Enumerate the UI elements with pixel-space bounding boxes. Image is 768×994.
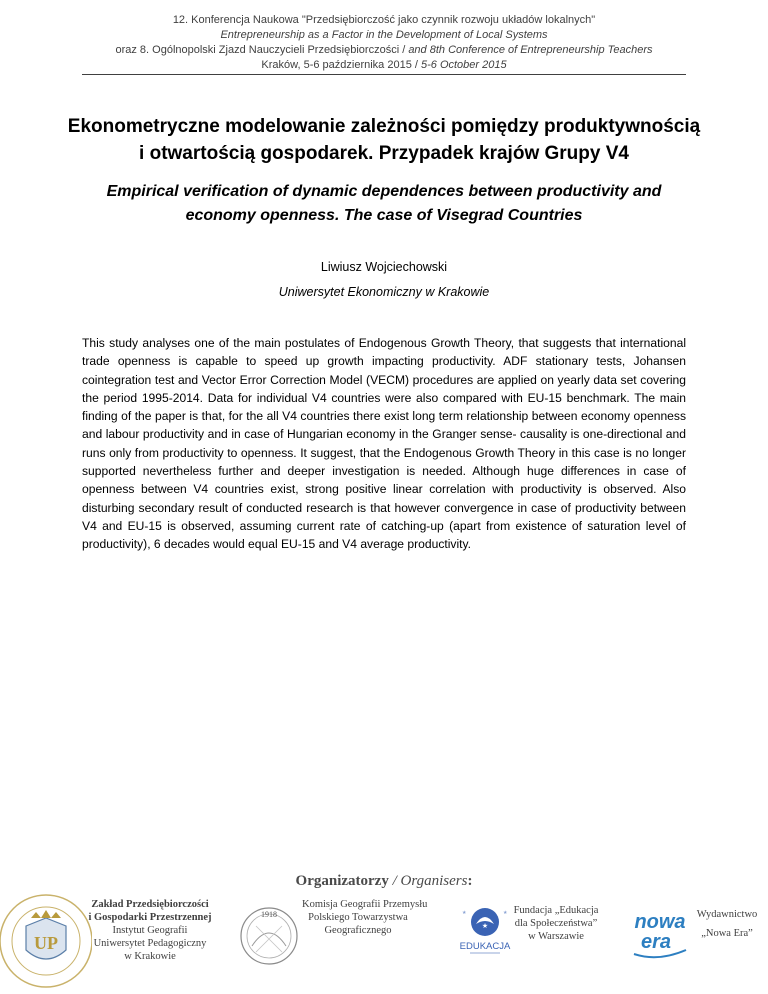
svg-text:EDUKACJA: EDUKACJA xyxy=(459,941,511,952)
organiser-ptg-text: Komisja Geografii Przemysłu Polskiego Towarzystwa Geograficznego xyxy=(302,899,428,936)
svg-text:1918: 1918 xyxy=(261,910,277,919)
svg-text:era: era xyxy=(640,931,672,953)
abstract-text: This study analyses one of the main postulates of Endogenous Growth Theory, that suggests that international trade openness is capable to speed up growth impacting productivity. ADF stationary tests, Johansen cointegration test and Vector Error Correction Model (VECM) procedures are applied on yearly data set covering the period 1995-2014. Data for individual V4 countries were also compared with EU-15 benchmark. The main finding of the paper is that, for the all V4 countries there exist long term relationship between economy openness and labour productivity and in case of Hungarian economy in the Granger sense- causality is one-directional and runs only from productivity to openness. It suggest, that the Endogenous Growth Theory in this case is no longer supported nevertheless further and deeper investigation is needed. Although huge differences in case of openness between V4 countries exist, strong positive linear correlation with productivity is observed. Also disturbing secondary result of conducted research is that however convergence in case of productivity between V4 and EU-15 is observed, assuming current rate of catching-up (apart from existence of saturation level of productivity), 6 decades would equal EU-15 and V4 average productivity. xyxy=(82,336,686,552)
organiser-nowa-era-text: Wydawnictwo „Nowa Era” xyxy=(696,909,758,939)
svg-text:UP: UP xyxy=(34,933,58,953)
svg-text:★: ★ xyxy=(462,910,467,916)
author-affiliation: Uniwersytet Ekonomiczny w Krakowie xyxy=(278,285,490,299)
nowa-era-logo xyxy=(628,904,692,962)
svg-text:nowa: nowa xyxy=(634,911,686,933)
paper-title-english: Empirical verification of dynamic dependences between productivity and economy openness. The case of Visegrad Countries xyxy=(106,183,662,224)
author-name: Liwiusz Wojciechowski xyxy=(320,260,448,274)
header-line-4: Kraków, 5-6 października 2015 / 5-6 October 2015 xyxy=(261,59,507,71)
organiser-edukacja-text: Fundacja „Edukacja dla Społeczeństwa” w Warszawie xyxy=(513,905,599,942)
svg-text:★: ★ xyxy=(503,910,508,916)
ptg-seal-logo xyxy=(238,896,300,990)
up-seal-logo xyxy=(0,888,92,994)
header-line-1: 12. Konferencja Naukowa "Przedsiębiorczość jako czynnik rozwoju układów lokalnych" xyxy=(172,14,596,26)
conference-header xyxy=(0,13,768,73)
organiser-up-text: Zakład Przedsiębiorczości i Gospodarki Przestrzennej Instytut Geografii Uniwersytet Pedagogiczny w Krakowie xyxy=(88,899,212,962)
svg-text:★: ★ xyxy=(481,923,489,930)
header-line-3: oraz 8. Ogólnopolski Zjazd Nauczycieli Przedsiębiorczości / and 8th Conference of Entrepreneurship Teachers xyxy=(115,44,653,56)
header-divider xyxy=(82,74,686,75)
organisers-heading: Organizatorzy / Organisers: xyxy=(295,873,473,889)
header-line-2: Entrepreneurship as a Factor in the Development of Local Systems xyxy=(220,29,548,41)
paper-title-polish: Ekonometryczne modelowanie zależności pomiędzy produktywnością i otwartością gospodarek. Przypadek krajów Grupy V4 xyxy=(67,116,701,164)
